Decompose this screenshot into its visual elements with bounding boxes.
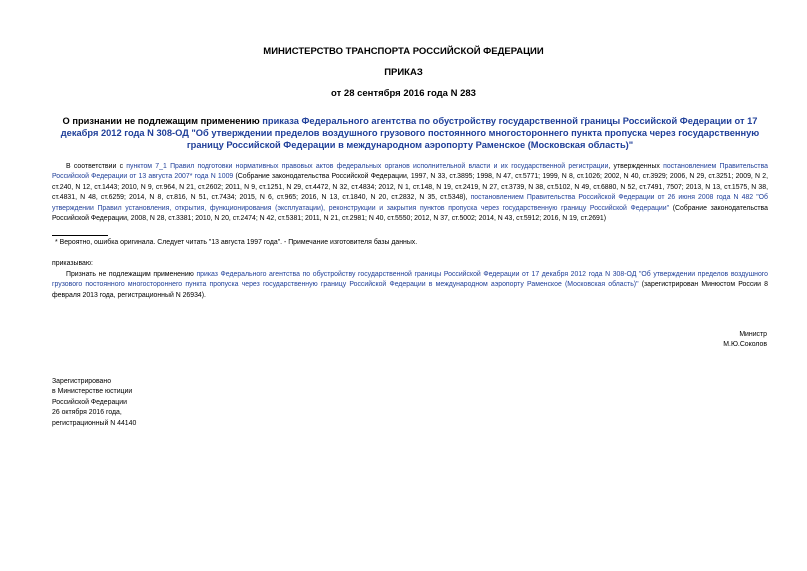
preamble-text-2: , утвержденных	[608, 163, 664, 170]
registration-line-5: регистрационный N 44140	[52, 419, 137, 427]
order-paragraph	[52, 270, 768, 301]
title-link[interactable]: приказа Федерального агентства по обустройству государственной границы Российской Федерации от 17 декабря 2012 года N 308-ОД "Об утверждении пределов воздушного грузового постоянного многостороннего пункта пропуска через государственную границу Российской Федерации в международном аэропорту Раменское (Московская область)"	[60, 116, 760, 150]
preamble-paragraph	[52, 162, 768, 224]
preamble-link-decree-1009[interactable]: постановлением Правительства Российской Федерации от 13 августа 2007* года N 1009	[52, 163, 768, 181]
registration-line-3: Российской Федерации	[52, 398, 127, 406]
preamble-link-rules[interactable]: пунктом 7_1 Правил подготовки нормативных правовых актов федеральных органов исполнительной власти и их государственной регистрации	[126, 163, 609, 170]
registration-block	[52, 377, 136, 429]
ministry-heading: МИНИСТЕРСТВО ТРАНСПОРТА РОССИЙСКОЙ ФЕДЕРАЦИИ	[263, 46, 544, 57]
preamble-text-3: (Собрание законодательства Российской Федерации, 1997, N 33, ст.3895; 1998, N 47, ст.5771; 1999, N 8, ст.1026; 2002, N 40, ст.3929; 2006, N 29, ст.3251; 2009, N 2, ст.240, N 12, ст.1443; 2010, N 9, ст.964, N 21, ст.2602; 2011, N 9, ст.1251, N 29, ст.4472, N 32, ст.4834; 2012, N 1, ст.148, N 19, ст.2419, N 27, ст.3739, N 38, ст.5102, N 49, ст.6880, N 52, ст.7491, 7507; 2013, N 13, ст.1575, N 38, ст.4831, N 48, ст.6259; 2014, N 8, ст.816, N 51, ст.7434; 2015, N 6, ст.965; 2016, N 13, ст.1840, N 20, ст.2832, N 35, ст.5348),	[52, 173, 768, 202]
registration-line-2: в Министерстве юстиции	[52, 388, 133, 396]
order-link[interactable]: приказ Федерального агентства по обустройству государственной границы Российской Федерации от 17 декабря 2012 года N 308-ОД "Об утверждении пределов воздушного грузового постоянного многостороннего пункта пропуска через государственную границу Российской Федерации в международном аэропорту Раменское (Московская область)"	[52, 271, 768, 289]
preamble-text-4: (Собрание законодательства Российской Федерации, 2008, N 28, ст.3381; 2010, N 20, ст.2474; N 42, ст.5381; 2011, N 21, ст.2981; N 40, ст.5550; 2012, N 37, ст.5002; 2014, N 43, ст.5912; 2016, N 19, ст.2691)	[52, 204, 768, 223]
title-prefix: О признании не подлежащим применению	[62, 116, 263, 126]
doc-type-heading: ПРИКАЗ	[384, 67, 423, 78]
signature-name: М.Ю.Соколов	[723, 341, 767, 349]
registration-line-4: 26 октября 2016 года,	[52, 409, 122, 417]
footnote-divider	[52, 235, 108, 236]
signature-block	[723, 330, 767, 351]
preamble-link-decree-482[interactable]: постановлением Правительства Российской Федерации от 26 июня 2008 года N 482 "Об утверждении Правил установления, открытия, функционирования (эксплуатации), реконструкции и закрытия пунктов пропуска через государственную границу Российской Федерации"	[52, 194, 768, 212]
preamble-text-1: В соответствии с	[66, 163, 127, 170]
document-title	[52, 115, 768, 151]
footnote-text: * Вероятно, ошибка оригинала. Следует читать "13 августа 1997 года". - Примечание изготовителя базы данных.	[55, 239, 418, 246]
date-number-heading: от 28 сентября 2016 года N 283	[331, 88, 476, 99]
registration-line-1: Зарегистрировано	[52, 378, 112, 385]
order-text-2: (зарегистрирован Минюстом России 8 февраля 2013 года, регистрационный N 26934).	[52, 281, 768, 299]
order-command: приказываю:	[52, 260, 93, 267]
signature-position: Министр	[739, 331, 767, 338]
order-text-1: Признать не подлежащим применению	[66, 271, 197, 278]
